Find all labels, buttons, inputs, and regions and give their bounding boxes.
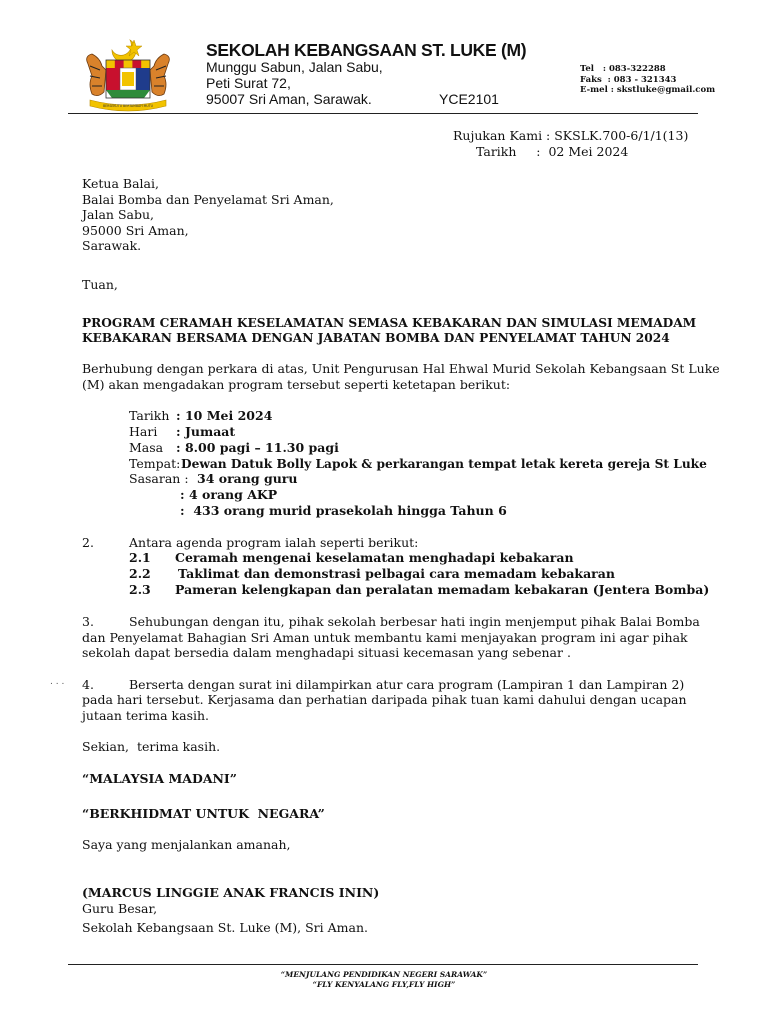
school-address-line: Munggu Sabun, Jalan Sabu,	[206, 59, 383, 75]
footer-motto: “MENJULANG PENDIDIKAN NEGERI SARAWAK”	[280, 970, 488, 979]
reference-date: Tarikh : 02 Mei 2024	[476, 144, 629, 159]
subject-line: KEBAKARAN BERSAMA DENGAN JABATAN BOMBA DAN PENYELAMAT TAHUN 2024	[82, 331, 670, 345]
school-name: SEKOLAH KEBANGSAAN ST. LUKE (M)	[206, 40, 527, 60]
paragraph-line: pada hari tersebut. Kerjasama dan perhatian daripada pihak tuan kami dahului dengan ucapan	[82, 692, 687, 707]
letterhead-divider	[68, 113, 698, 114]
recipient-line: Jalan Sabu,	[82, 207, 154, 222]
agenda-item-text: Taklimat dan demonstrasi pelbagai cara memadam kebakaran	[178, 566, 615, 581]
recipient-line: Balai Bomba dan Penyelamat Sri Aman,	[82, 192, 334, 207]
amanah-line: Saya yang menjalankan amanah,	[82, 837, 291, 852]
recipient-line: 95000 Sri Aman,	[82, 223, 189, 238]
signatory-title: Guru Besar,	[82, 901, 158, 916]
agenda-intro: Antara agenda program ialah seperti berikut:	[129, 535, 419, 550]
contact-email: E-mel : skstluke@gmail.com	[580, 85, 716, 95]
subject-line: PROGRAM CERAMAH KESELAMATAN SEMASA KEBAKARAN DAN SIMULASI MEMADAM	[82, 316, 697, 330]
paragraph-line: Sehubungan dengan itu, pihak sekolah berbesar hati ingin menjemput pihak Balai Bomba	[129, 614, 700, 629]
detail-value: Dewan Datuk Bolly Lapok & perkarangan tempat letak kereta gereja St Luke	[181, 457, 707, 471]
school-address-line: Peti Surat 72,	[206, 75, 291, 91]
detail-label: Tarikh	[129, 408, 170, 423]
agenda-item-number: 2.3	[129, 582, 151, 597]
intro-line: (M) akan mengadakan program tersebut seperti ketetapan berikut:	[82, 377, 511, 392]
reference-number: Rujukan Kami : SKSLK.700-6/1/1(13)	[453, 128, 689, 143]
paragraph-line: dan Penyelamat Bahagian Sri Aman untuk membantu kami menjayakan program ini agar pihak	[82, 630, 688, 645]
detail-label: Tempat:	[129, 456, 181, 471]
agenda-item-text: Pameran kelengkapan dan peralatan memadam kebakaran (Jentera Bomba)	[175, 582, 710, 597]
agenda-item-number: 2.2	[129, 566, 151, 581]
detail-label: Hari	[129, 424, 158, 439]
detail-value: : 10 Mei 2024	[176, 408, 273, 423]
detail-label: Masa	[129, 440, 164, 455]
signatory-org: Sekolah Kebangsaan St. Luke (M), Sri Aman.	[82, 920, 368, 935]
detail-value: : Jumaat	[176, 424, 236, 439]
paragraph-line: sekolah dapat bersedia dalam menghadapi situasi kecemasan yang sebenar .	[82, 645, 571, 660]
recipient-line: Sarawak.	[82, 238, 142, 253]
paragraph-number: 3.	[82, 614, 94, 629]
contact-tel: Tel : 083-322288	[580, 64, 666, 74]
detail-label: Sasaran :	[129, 471, 189, 486]
intro-line: Berhubung dengan perkara di atas, Unit Pengurusan Hal Ehwal Murid Sekolah Kebangsaan St Luke	[82, 361, 720, 376]
contact-fax: Faks : 083 - 321343	[580, 75, 677, 85]
closing: Sekian, terima kasih.	[82, 739, 221, 754]
school-address-line: 95007 Sri Aman, Sarawak.	[206, 91, 372, 107]
footer-tagline: “FLY KENYALANG FLY,FLY HIGH”	[312, 980, 456, 989]
slogan-madani: “MALAYSIA MADANI”	[82, 771, 237, 786]
agenda-item-number: 2.1	[129, 550, 151, 565]
agenda-item-text: Ceramah mengenai keselamatan menghadapi kebakaran	[175, 550, 574, 565]
detail-value: : 8.00 pagi – 11.30 pagi	[176, 440, 339, 455]
detail-value: 34 orang guru	[197, 471, 298, 486]
margin-mark: . . .	[50, 677, 65, 687]
slogan-berkhidmat: “BERKHIDMAT UNTUK NEGARA”	[82, 806, 325, 821]
recipient-line: Ketua Balai,	[82, 176, 159, 191]
paragraph-number: 4.	[82, 677, 94, 692]
detail-value: : 4 orang AKP	[180, 487, 278, 502]
paragraph-number: 2.	[82, 535, 94, 550]
coat-of-arms-logo	[82, 36, 174, 112]
school-code: YCE2101	[439, 91, 499, 107]
signatory-name: (MARCUS LINGGIE ANAK FRANCIS ININ)	[82, 885, 380, 900]
footer-divider	[68, 964, 698, 965]
salutation: Tuan,	[82, 277, 118, 292]
detail-value: : 433 orang murid prasekolah hingga Tahun 6	[180, 503, 507, 518]
svg-text:BERSEKUTU BERTAMBAH MUTU: BERSEKUTU BERTAMBAH MUTU	[102, 104, 154, 108]
paragraph-line: Berserta dengan surat ini dilampirkan atur cara program (Lampiran 1 dan Lampiran 2)	[129, 677, 685, 692]
paragraph-line: jutaan terima kasih.	[82, 708, 210, 723]
